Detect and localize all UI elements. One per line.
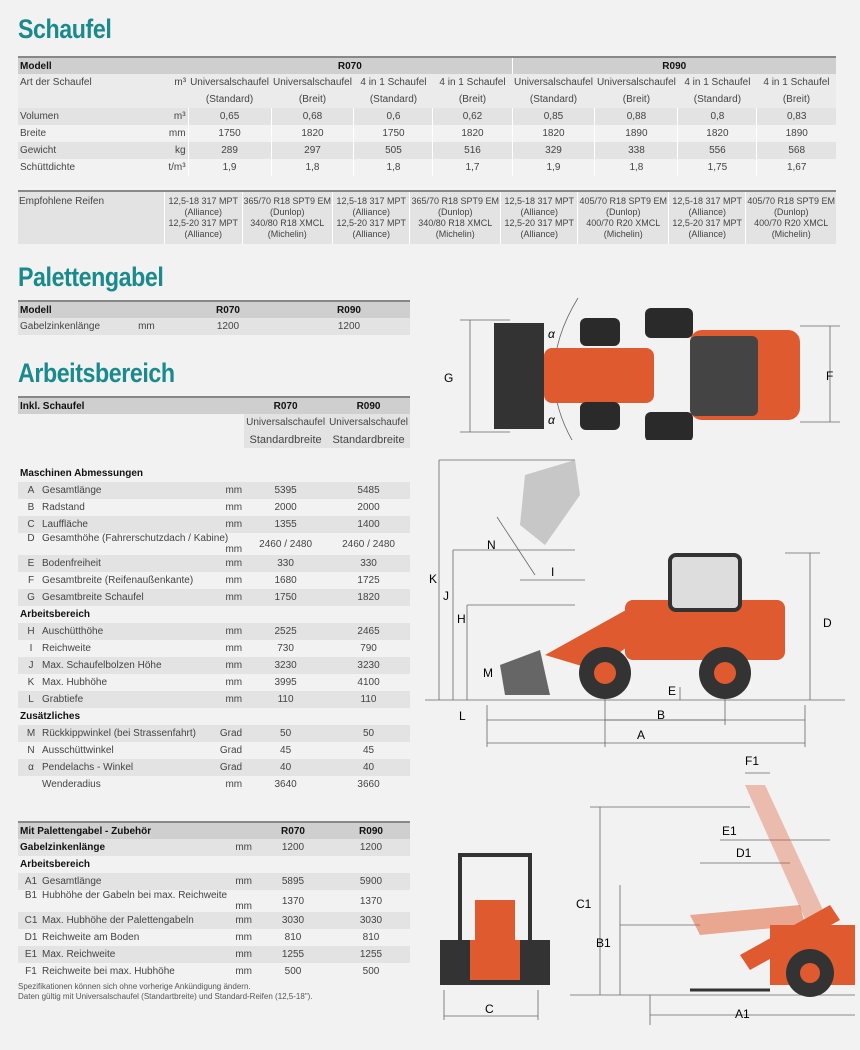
cell: 45 bbox=[280, 745, 292, 756]
arbeitsbereich-title: Arbeitsbereich bbox=[18, 358, 175, 388]
cell: 1,8 bbox=[271, 159, 354, 176]
cell: 1,75 bbox=[678, 159, 757, 176]
top-view-diagram bbox=[430, 290, 850, 440]
type-variant: (Breit) bbox=[458, 94, 487, 105]
cell: 1200 bbox=[337, 321, 361, 332]
cell: 1,7 bbox=[433, 159, 512, 176]
cell: 0,6 bbox=[354, 108, 433, 125]
row-label: Gewicht bbox=[20, 145, 57, 156]
zubehoer-table bbox=[18, 821, 410, 980]
type-name: 4 in 1 Schaufel bbox=[360, 77, 427, 88]
cell: 1820 bbox=[512, 125, 595, 142]
table-row bbox=[18, 742, 410, 759]
tire: 12,5-20 317 MPT bbox=[336, 218, 407, 228]
front-view-diagram bbox=[430, 840, 560, 1025]
tire: 12,5-18 317 MPT bbox=[504, 196, 574, 206]
spacer bbox=[327, 448, 410, 465]
row-label: F Gesamtbreite (Reifenaußenkante) mm bbox=[27, 575, 243, 586]
table-row bbox=[18, 708, 410, 725]
fork-diagram bbox=[570, 755, 855, 1030]
cell: 3230 bbox=[357, 660, 380, 671]
row-label: D1 Reichweite am Boden mm bbox=[24, 932, 252, 943]
label-C: C bbox=[485, 1002, 494, 1016]
type-variant: (Breit) bbox=[622, 94, 651, 105]
modell-label: Modell bbox=[18, 301, 168, 318]
cell: 1200 bbox=[281, 842, 305, 853]
row-label: D Gesamthöhe (Fahrerschutzdach / Kabine) mm bbox=[27, 533, 243, 555]
cell: 1890 bbox=[757, 125, 836, 142]
side-view-diagram bbox=[425, 455, 855, 755]
row-label: A Gesamtlänge mm bbox=[27, 485, 243, 496]
palettengabel-title: Palettengabel bbox=[18, 262, 164, 292]
model-r090: R090 bbox=[512, 57, 836, 74]
spacer bbox=[244, 448, 327, 465]
table-row bbox=[18, 691, 410, 708]
cell: 3660 bbox=[357, 779, 380, 790]
cell: 1400 bbox=[357, 519, 380, 530]
tire: 12,5-20 317 MPT bbox=[168, 218, 239, 228]
cell: 110 bbox=[277, 694, 294, 705]
label-G: G bbox=[444, 371, 454, 385]
section-title: Maschinen Abmessungen bbox=[20, 468, 143, 479]
head-label: Mit Palettengabel - Zubehör bbox=[18, 822, 254, 839]
row-label: α Pendelachs - Winkel Grad bbox=[28, 762, 243, 773]
cell: 3030 bbox=[359, 915, 383, 926]
tire: 12,5-18 317 MPT bbox=[672, 196, 742, 206]
table-row bbox=[18, 589, 410, 606]
row-label: B1 Hubhöhe der Gabeln bei max. Reichweite mm bbox=[24, 890, 252, 912]
cell: 0,65 bbox=[188, 108, 271, 125]
cell: 45 bbox=[362, 745, 375, 756]
table-row bbox=[18, 776, 410, 793]
table-row bbox=[18, 108, 836, 125]
table-row bbox=[18, 499, 410, 516]
tire: 340/80 R18 XMCL bbox=[418, 218, 493, 228]
cell: 338 bbox=[595, 142, 678, 159]
cell: 330 bbox=[360, 558, 377, 569]
table-row bbox=[18, 623, 410, 640]
cell: 1355 bbox=[274, 519, 297, 530]
cell: 810 bbox=[284, 932, 302, 943]
tire: (Michelin) bbox=[771, 229, 811, 239]
row-label: J Max. Schaufelbolzen Höhe mm bbox=[28, 660, 243, 671]
cell: 2465 bbox=[357, 626, 380, 637]
label-D1: D1 bbox=[736, 846, 752, 860]
table-row bbox=[18, 873, 410, 890]
table-row bbox=[18, 555, 410, 572]
tire: (Dunlop) bbox=[605, 207, 641, 217]
table-row bbox=[18, 822, 410, 839]
tire: 12,5-18 317 MPT bbox=[336, 196, 407, 206]
table-row bbox=[18, 516, 410, 533]
cell: 1370 bbox=[359, 895, 383, 907]
tires-table bbox=[18, 190, 836, 244]
palettengabel-table bbox=[18, 300, 410, 335]
table-row bbox=[18, 431, 410, 448]
tire: 405/70 R18 SPT9 EM bbox=[579, 196, 667, 206]
tire: 405/70 R18 SPT9 EM bbox=[747, 196, 835, 206]
label-M: M bbox=[483, 666, 493, 680]
row-label: I Reichweite mm bbox=[29, 643, 243, 654]
cell: 0,8 bbox=[678, 108, 757, 125]
tire: 400/70 R20 XMCL bbox=[586, 218, 661, 228]
cell: 1750 bbox=[354, 125, 433, 142]
cell: 1750 bbox=[188, 125, 271, 142]
model-r070: R070 bbox=[244, 397, 327, 414]
tire: (Dunlop) bbox=[773, 207, 809, 217]
cell: 1255 bbox=[359, 949, 383, 960]
cell: 1200 bbox=[359, 842, 383, 853]
type-name: Universalschaufel bbox=[190, 77, 270, 88]
row-unit: t/m³ bbox=[168, 162, 186, 173]
type-variant: (Standard) bbox=[205, 94, 254, 105]
row-label: Wenderadius mm bbox=[42, 779, 243, 790]
cell: 2000 bbox=[274, 502, 297, 513]
cell: 1820 bbox=[357, 592, 380, 603]
tire: (Michelin) bbox=[435, 229, 475, 239]
type-name: Universalschaufel bbox=[514, 77, 593, 88]
table-row bbox=[18, 912, 410, 929]
cell: 568 bbox=[757, 142, 836, 159]
tires-label: Empfohlene Reifen bbox=[19, 196, 105, 207]
table-row bbox=[18, 946, 410, 963]
row-label: G Gesamtbreite Schaufel mm bbox=[27, 592, 243, 603]
type-variant: (Breit) bbox=[782, 94, 811, 105]
cell: 1680 bbox=[274, 575, 297, 586]
table-row bbox=[18, 890, 410, 912]
cell: 1890 bbox=[595, 125, 678, 142]
table-row bbox=[18, 159, 836, 176]
table-row bbox=[18, 397, 410, 414]
row-label: E Bodenfreiheit mm bbox=[27, 558, 243, 569]
row-label: E1 Max. Reichweite mm bbox=[24, 949, 252, 960]
table-row bbox=[18, 725, 410, 742]
type-name: 4 in 1 Schaufel bbox=[763, 77, 830, 88]
cell: 4100 bbox=[357, 677, 380, 688]
model-r090: R090 bbox=[327, 397, 410, 414]
subheader: Standardbreite bbox=[244, 431, 327, 448]
table-row bbox=[18, 856, 410, 873]
cell: 0,62 bbox=[433, 108, 512, 125]
tire: 365/70 R18 SPT9 EM bbox=[243, 196, 332, 206]
cell: 810 bbox=[362, 932, 380, 943]
model-r070: R070 bbox=[254, 822, 332, 839]
table-row bbox=[18, 572, 410, 589]
spacer bbox=[18, 448, 244, 465]
table-row bbox=[18, 759, 410, 776]
cell: 3640 bbox=[274, 779, 297, 790]
cell: 5395 bbox=[274, 485, 297, 496]
cell: 1725 bbox=[357, 575, 380, 586]
cell: 50 bbox=[280, 728, 292, 739]
table-row bbox=[18, 674, 410, 691]
tire: (Alliance) bbox=[520, 229, 558, 239]
row-label: Volumen bbox=[20, 111, 59, 122]
row-unit: mm bbox=[168, 128, 186, 139]
type-name: Universalschaufel bbox=[596, 77, 676, 88]
row-label: L Grabtiefe mm bbox=[28, 694, 243, 705]
tire: (Alliance) bbox=[352, 207, 391, 217]
spacer bbox=[18, 414, 244, 431]
label-H: H bbox=[457, 612, 466, 626]
label-N: N bbox=[487, 538, 496, 552]
cell: 40 bbox=[362, 762, 375, 773]
cell: 1255 bbox=[281, 949, 305, 960]
table-row bbox=[18, 465, 410, 482]
tire: (Dunlop) bbox=[270, 207, 305, 217]
row-label: Gabelzinkenlänge mm bbox=[20, 321, 155, 332]
label-I: I bbox=[551, 565, 555, 579]
cell: 1820 bbox=[678, 125, 757, 142]
section-title: Arbeitsbereich bbox=[20, 609, 91, 620]
tire: (Michelin) bbox=[267, 229, 307, 239]
type-name: 4 in 1 Schaufel bbox=[439, 77, 506, 88]
row-label: B Radstand mm bbox=[27, 502, 243, 513]
table-row bbox=[18, 533, 410, 555]
cell: 1820 bbox=[433, 125, 512, 142]
tire: (Alliance) bbox=[184, 229, 223, 239]
row-label: C1 Max. Hubhöhe der Palettengabeln mm bbox=[24, 915, 252, 926]
model-r090: R090 bbox=[288, 301, 410, 318]
table-row bbox=[18, 929, 410, 946]
row-label: M Rückkippwinkel (bei Strassenfahrt) Grad bbox=[26, 728, 243, 739]
label-C1: C1 bbox=[576, 897, 592, 911]
cell: 500 bbox=[362, 966, 380, 977]
type-variant: (Breit) bbox=[298, 94, 327, 105]
type-name: 4 in 1 Schaufel bbox=[684, 77, 751, 88]
label-alpha: α bbox=[548, 413, 555, 427]
tire: (Alliance) bbox=[184, 207, 223, 217]
model-r070: R070 bbox=[188, 57, 512, 74]
model-r090: R090 bbox=[332, 822, 410, 839]
art-unit: m³ bbox=[174, 77, 187, 88]
cell: 1,8 bbox=[595, 159, 678, 176]
tire: (Alliance) bbox=[520, 207, 558, 217]
art-label: Art der Schaufel bbox=[20, 77, 92, 88]
cell: 790 bbox=[360, 643, 377, 654]
table-row bbox=[18, 414, 410, 431]
cell: 1750 bbox=[274, 592, 297, 603]
footnote: Spezifikationen können sich ohne vorherige Ankündigung ändern. Daten gültig mit Universalschaufel (Standartbreite) und Standard-Reifen (12,5-18"). bbox=[18, 982, 313, 1001]
table-row bbox=[18, 482, 410, 499]
cell: 5485 bbox=[357, 485, 380, 496]
table-row bbox=[18, 640, 410, 657]
cell: 50 bbox=[362, 728, 375, 739]
tire: (Alliance) bbox=[688, 229, 726, 239]
label-F: F bbox=[826, 369, 834, 383]
cell: 0,68 bbox=[271, 108, 354, 125]
cell: 1370 bbox=[281, 895, 305, 907]
row-label: C Lauffläche mm bbox=[27, 519, 243, 530]
cell: 0,85 bbox=[512, 108, 595, 125]
type-variant: (Standard) bbox=[529, 94, 578, 105]
row-label: Gabelzinkenlänge mm bbox=[20, 842, 252, 853]
row-label: Schüttdichte bbox=[20, 162, 76, 173]
cell: 1200 bbox=[216, 321, 240, 332]
row-label: F1 Reichweite bei max. Hubhöhe mm bbox=[25, 966, 252, 977]
cell: 500 bbox=[284, 966, 302, 977]
cell: 0,88 bbox=[595, 108, 678, 125]
table-row bbox=[18, 657, 410, 674]
row-unit: kg bbox=[175, 145, 186, 156]
cell: 1,9 bbox=[188, 159, 271, 176]
section-title: Zusätzliches bbox=[20, 711, 81, 722]
row-label: K Max. Hubhöhe mm bbox=[27, 677, 243, 688]
cell: 1,8 bbox=[354, 159, 433, 176]
cell: 330 bbox=[277, 558, 294, 569]
table-row bbox=[18, 839, 410, 856]
tire: 12,5-20 317 MPT bbox=[672, 218, 742, 228]
section-title: Arbeitsbereich bbox=[20, 859, 91, 870]
cell: 2460 / 2480 bbox=[259, 538, 312, 550]
table-row bbox=[18, 142, 836, 159]
cell: 516 bbox=[433, 142, 512, 159]
table-row bbox=[18, 963, 410, 980]
schaufel-table bbox=[18, 56, 836, 176]
cell: 2000 bbox=[357, 502, 380, 513]
label-F1: F1 bbox=[745, 755, 760, 768]
tire: 12,5-20 317 MPT bbox=[504, 218, 574, 228]
row-unit: m³ bbox=[173, 111, 186, 122]
label-A1: A1 bbox=[735, 1007, 750, 1021]
cell: 1,9 bbox=[512, 159, 595, 176]
cell: 5895 bbox=[281, 876, 305, 887]
label-E: E bbox=[668, 684, 677, 698]
cell: 730 bbox=[277, 643, 294, 654]
subheader: Universalschaufel bbox=[327, 414, 410, 431]
label-D: D bbox=[823, 616, 832, 630]
cell: 2525 bbox=[274, 626, 297, 637]
tire: (Alliance) bbox=[688, 207, 726, 217]
head-label: Inkl. Schaufel bbox=[18, 397, 244, 414]
spacer bbox=[18, 431, 244, 448]
type-variant: (Standard) bbox=[369, 94, 418, 105]
row-label: N Ausschüttwinkel Grad bbox=[27, 745, 243, 756]
label-E1: E1 bbox=[722, 824, 737, 838]
subheader: Standardbreite bbox=[327, 431, 410, 448]
table-row bbox=[18, 448, 410, 465]
label-B: B bbox=[657, 708, 666, 722]
cell: 1820 bbox=[271, 125, 354, 142]
table-row bbox=[18, 125, 836, 142]
label-L: L bbox=[459, 709, 466, 723]
schaufel-title: Schaufel bbox=[18, 14, 112, 44]
tire: (Dunlop) bbox=[437, 207, 473, 217]
table-row bbox=[18, 606, 410, 623]
cell: 1,67 bbox=[757, 159, 836, 176]
cell: 505 bbox=[354, 142, 433, 159]
model-r070: R070 bbox=[168, 301, 288, 318]
type-variant: (Standard) bbox=[693, 94, 742, 105]
cell: 297 bbox=[271, 142, 354, 159]
cell: 110 bbox=[360, 694, 377, 705]
row-label: Breite bbox=[20, 128, 47, 139]
cell: 2460 / 2480 bbox=[342, 538, 395, 550]
row-label: H Auschütthöhe mm bbox=[27, 626, 243, 637]
tire: (Michelin) bbox=[603, 229, 643, 239]
label-B1: B1 bbox=[596, 936, 611, 950]
arbeitsbereich-table bbox=[18, 396, 410, 793]
cell: 5900 bbox=[359, 876, 383, 887]
cell: 329 bbox=[512, 142, 595, 159]
label-K: K bbox=[429, 572, 438, 586]
subheader: Universalschaufel bbox=[244, 414, 327, 431]
tire: 12,5-18 317 MPT bbox=[168, 196, 239, 206]
cell: 289 bbox=[188, 142, 271, 159]
label-alpha: α bbox=[548, 327, 555, 341]
tire: 400/70 R20 XMCL bbox=[754, 218, 829, 228]
cell: 0,83 bbox=[757, 108, 836, 125]
cell: 556 bbox=[678, 142, 757, 159]
label-A: A bbox=[637, 728, 646, 742]
row-label: A1 Gesamtlänge mm bbox=[24, 876, 252, 887]
cell: 3995 bbox=[274, 677, 297, 688]
cell: 40 bbox=[280, 762, 292, 773]
cell: 3030 bbox=[281, 915, 305, 926]
label-J: J bbox=[443, 589, 449, 603]
modell-label: Modell bbox=[18, 57, 116, 74]
tire: 365/70 R18 SPT9 EM bbox=[411, 196, 500, 206]
type-name: Universalschaufel bbox=[273, 77, 352, 88]
tire: (Alliance) bbox=[352, 229, 391, 239]
tire: 340/80 R18 XMCL bbox=[250, 218, 325, 228]
cell: 3230 bbox=[274, 660, 297, 671]
